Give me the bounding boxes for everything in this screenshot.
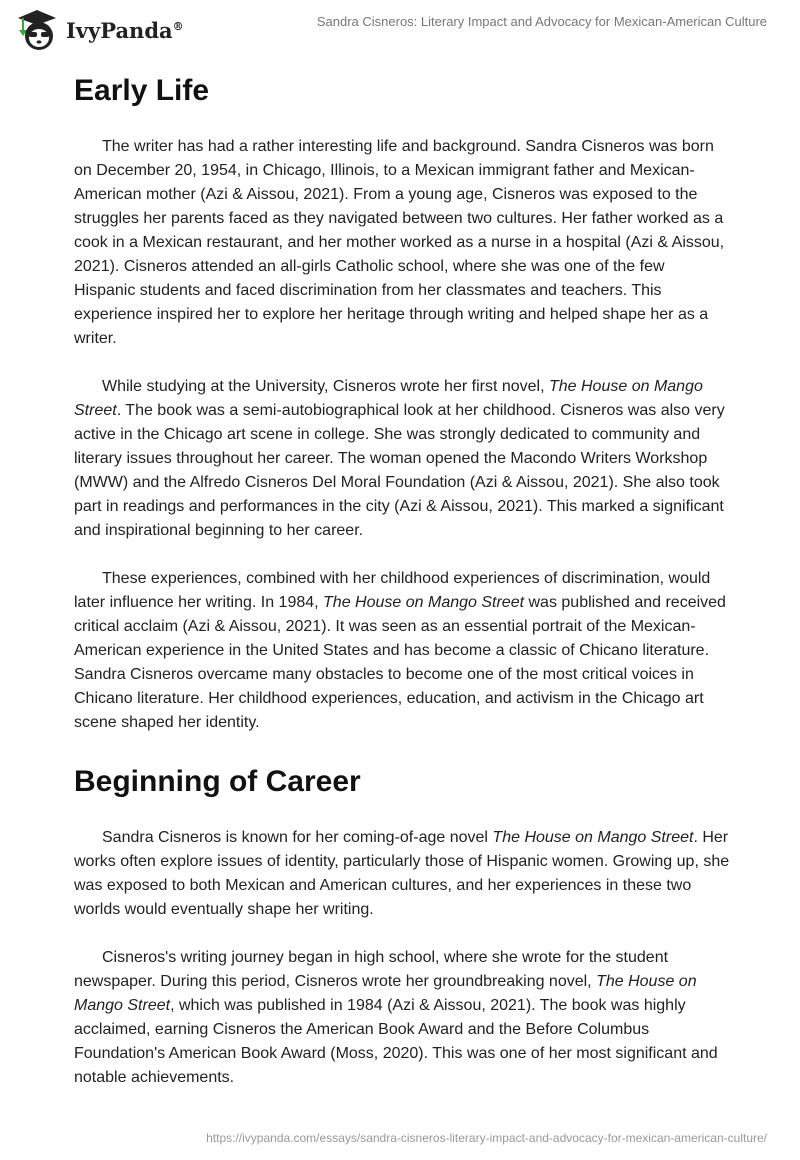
logo-text: IvyPanda® bbox=[66, 17, 184, 43]
text-segment: The writer has had a rather interesting life and background. Sandra Cisneros was born on December 20, 1954, in Chicago, Illinois, to a Mexican immigrant father and Mexican-American mother (Azi & Aissou, 2021). From a young age, Cisneros was exposed to the struggles her parents faced as they navigated between two cultures. Her father worked as a cook in a Mexican restaurant, and her mother worked as a nurse in a hospital (Azi & Aissou, 2021). Cisneros attended an all-girls Catholic school, where she was one of the few Hispanic students and faced discrimination from her classmates and teachers. This experience inspired her to explore her heritage through writing and helped shape her as a writer. bbox=[74, 138, 725, 347]
text-segment: , which was published in 1984 (Azi & Aissou, 2021). The book was highly acclaimed, earning Cisneros the American Book Award and the Before Columbus Foundation's American Book Award (Moss, 2020). This was one of her most significant and notable achievements. bbox=[74, 997, 718, 1086]
paragraph bbox=[74, 567, 730, 735]
paragraph bbox=[74, 135, 730, 351]
text-segment: While studying at the University, Cisneros wrote her first novel, bbox=[102, 378, 549, 395]
text-segment: was published and received critical acclaim (Azi & Aissou, 2021). It was seen as an essential portrait of the Mexican-American experience in the United States and has become a classic of Chicano literature. Sandra Cisneros overcame many obstacles to become one of the most critical voices in Chicano literature. Her childhood experiences, education, and activism in the Chicago art scene shaped her identity. bbox=[74, 594, 726, 731]
ivypanda-logo[interactable] bbox=[14, 8, 184, 52]
text-segment: Sandra Cisneros is known for her coming-of-age novel bbox=[102, 829, 493, 846]
book-title: The House on Mango Street bbox=[74, 378, 703, 419]
book-title: The House on Mango Street bbox=[74, 973, 697, 1014]
book-title: The House on Mango Street bbox=[323, 594, 525, 611]
section-heading: Early Life bbox=[74, 74, 210, 107]
text-segment: . The book was a semi-autobiographical look at her childhood. Cisneros was also very active in the Chicago art scene in college. She was strongly dedicated to community and literary issues throughout her career. The woman opened the Macondo Writers Workshop (MWW) and the Alfredo Cisneros Del Moral Foundation (Azi & Aissou, 2021). She also took part in readings and performances in the city (Azi & Aissou, 2021). This marked a significant and inspirational beginning to her career. bbox=[74, 402, 725, 539]
document-title: Sandra Cisneros: Literary Impact and Advocacy for Mexican-American Culture bbox=[316, 14, 767, 29]
text-segment: Cisneros's writing journey began in high school, where she wrote for the student newspaper. During this period, Cisneros wrote her groundbreaking novel, bbox=[74, 949, 669, 990]
paragraph bbox=[74, 375, 730, 543]
essay-content bbox=[74, 68, 730, 1114]
panda-logo-icon bbox=[14, 8, 60, 52]
text-segment: . Her works often explore issues of identity, particularly those of Hispanic women. Growing up, she was exposed to both Mexican and American cultures, and her experiences in these two worlds would eventually shape her writing. bbox=[74, 829, 730, 918]
paragraph bbox=[74, 946, 730, 1090]
paragraph bbox=[74, 826, 730, 922]
text-segment: These experiences, combined with her childhood experiences of discrimination, would later influence her writing. In 1984, bbox=[74, 570, 711, 611]
source-url[interactable]: https://ivypanda.com/essays/sandra-cisneros-literary-impact-and-advocacy-for-mexican-american-culture/ bbox=[206, 1131, 767, 1145]
book-title: The House on Mango Street bbox=[492, 829, 694, 846]
section-heading: Beginning of Career bbox=[74, 765, 361, 798]
